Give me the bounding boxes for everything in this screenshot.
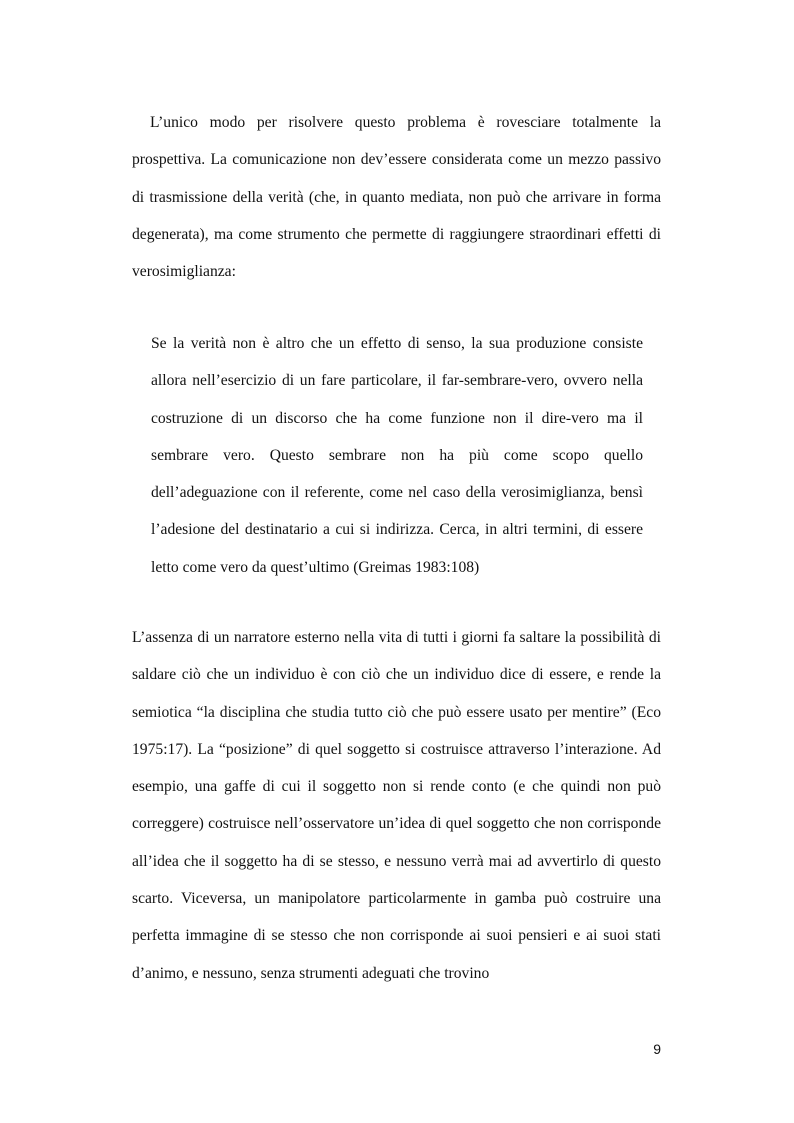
page-number: 9 (653, 1041, 661, 1057)
block-quotation: Se la verità non è altro che un effetto di senso, la sua produzione consiste allora nell’esercizio di un fare particolare, il far-sembrare-vero, ovvero nella costruzione di un discorso che ha come funzione non il dire-vero ma il sembrare vero. Questo sembrare non ha più come scopo quello dell’adeguazione con il referente, come nel caso della verosimiglianza, bensì l’adesione del destinatario a cui si indirizza. Cerca, in altri termini, di essere letto come vero da quest’ultimo (Greimas 1983:108) (151, 335, 643, 576)
body-paragraph-1: L’unico modo per risolvere questo problema è rovesciare totalmente la prospettiva. La comunicazione non dev’essere considerata come un mezzo passivo di trasmissione della verità (che, in quanto mediata, non può che arrivare in forma degenerata), ma come strumento che permette di raggiungere straordinari effetti di verosimiglianza: (132, 114, 661, 281)
body-paragraph-2: L’assenza di un narratore esterno nella vita di tutti i giorni fa saltare la possibilità di saldare ciò che un individuo è con ciò che un individuo dice di essere, e rende la semiotica “la disciplina che studia tutto ciò che può essere usato per mentire” (Eco 1975:17). La “posizione” di quel soggetto si costruisce attraverso l’interazione. Ad esempio, una gaffe di cui il soggetto non si rende conto (e che quindi non può correggere) costruisce nell’osservatore un’idea di quel soggetto che non corrisponde all’idea che il soggetto ha di se stesso, e nessuno verrà mai ad avvertirlo di questo scarto. Viceversa, un manipolatore particolarmente in gamba può costruire una perfetta immagine di se stesso che non corrisponde ai suoi pensieri e ai suoi stati d’animo, e nessuno, senza strumenti adeguati che trovino (132, 629, 661, 982)
